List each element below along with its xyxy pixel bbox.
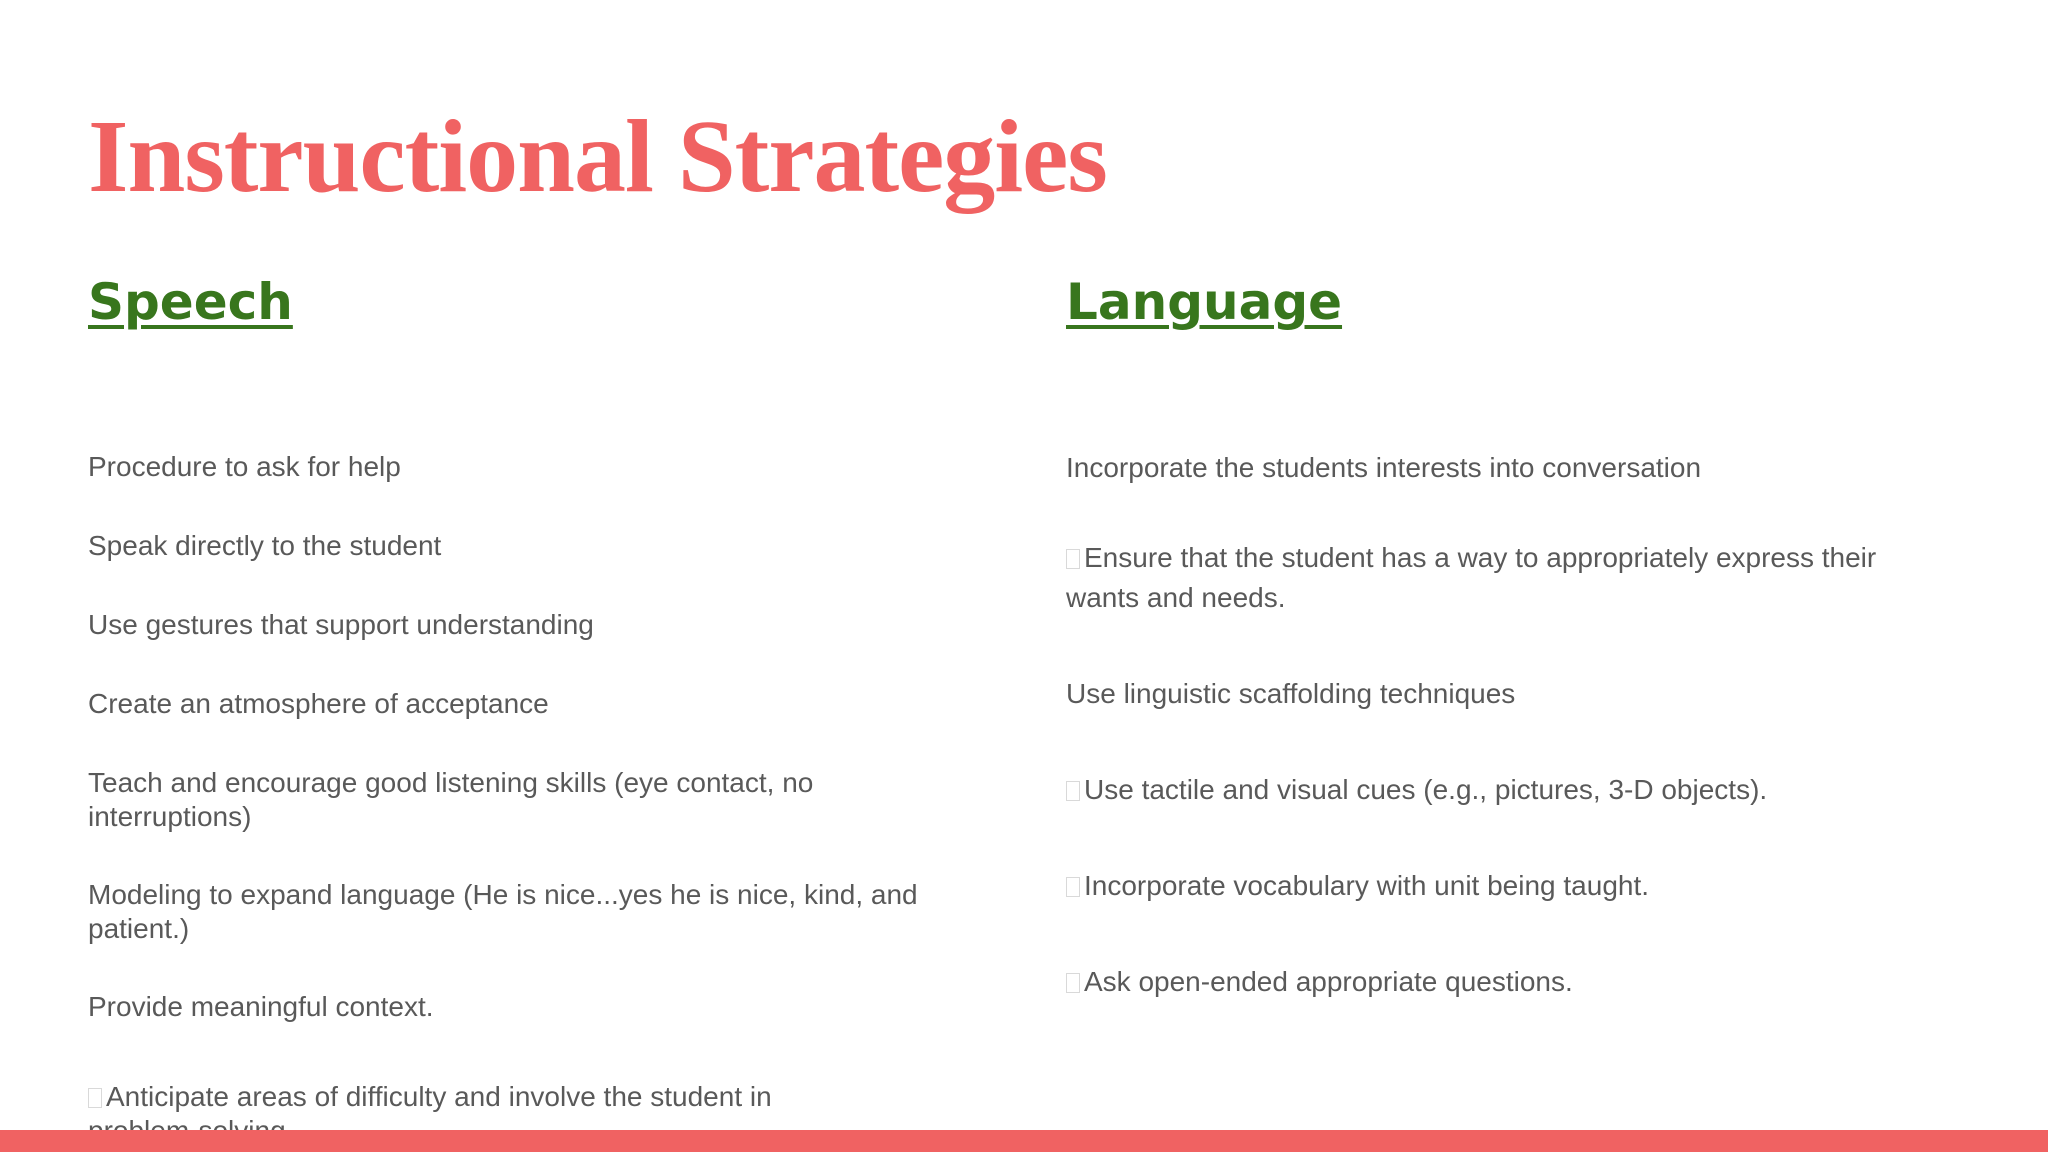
language-item: Use tactile and visual cues (e.g., pictures, 3-D objects). [1066,770,1767,810]
speech-item: Provide meaningful context. [88,991,434,1022]
speech-item: Anticipate areas of difficulty and involve the student in [88,1080,848,1148]
missing-glyph-icon [1066,549,1080,569]
speech-item: Create an atmosphere of acceptance [88,688,549,719]
missing-glyph-icon [1066,877,1080,897]
speech-item: Teach and encourage good listening skills (eye contact, no interruptions) [88,767,814,832]
missing-glyph-icon [88,1088,102,1108]
language-item: Use linguistic scaffolding techniques [1066,678,1516,709]
language-item: Ask open-ended appropriate questions. [1066,962,1573,1002]
speech-item: Speak directly to the student [88,530,442,561]
language-column [1066,268,1966,997]
language-item: Ensure that the student has a way to appropriately express their wants and needs. [1066,542,1877,613]
language-item: Incorporate vocabulary with unit being taught. [1066,866,1649,906]
missing-glyph-icon [1066,781,1080,801]
language-item: Incorporate the students interests into conversation [1066,452,1702,483]
speech-heading: Speech [88,273,293,331]
language-heading: Language [1066,273,1343,331]
speech-column [88,268,988,1112]
bottom-accent-bar [0,1130,2048,1152]
slide-title: Instructional Strategies [88,99,1107,214]
speech-item: Modeling to expand language (He is nice...yes he is nice, kind, and patient.) [88,879,918,944]
missing-glyph-icon [1066,973,1080,993]
speech-item: Procedure to ask for help [88,451,401,482]
speech-item: Use gestures that support understanding [88,609,594,640]
